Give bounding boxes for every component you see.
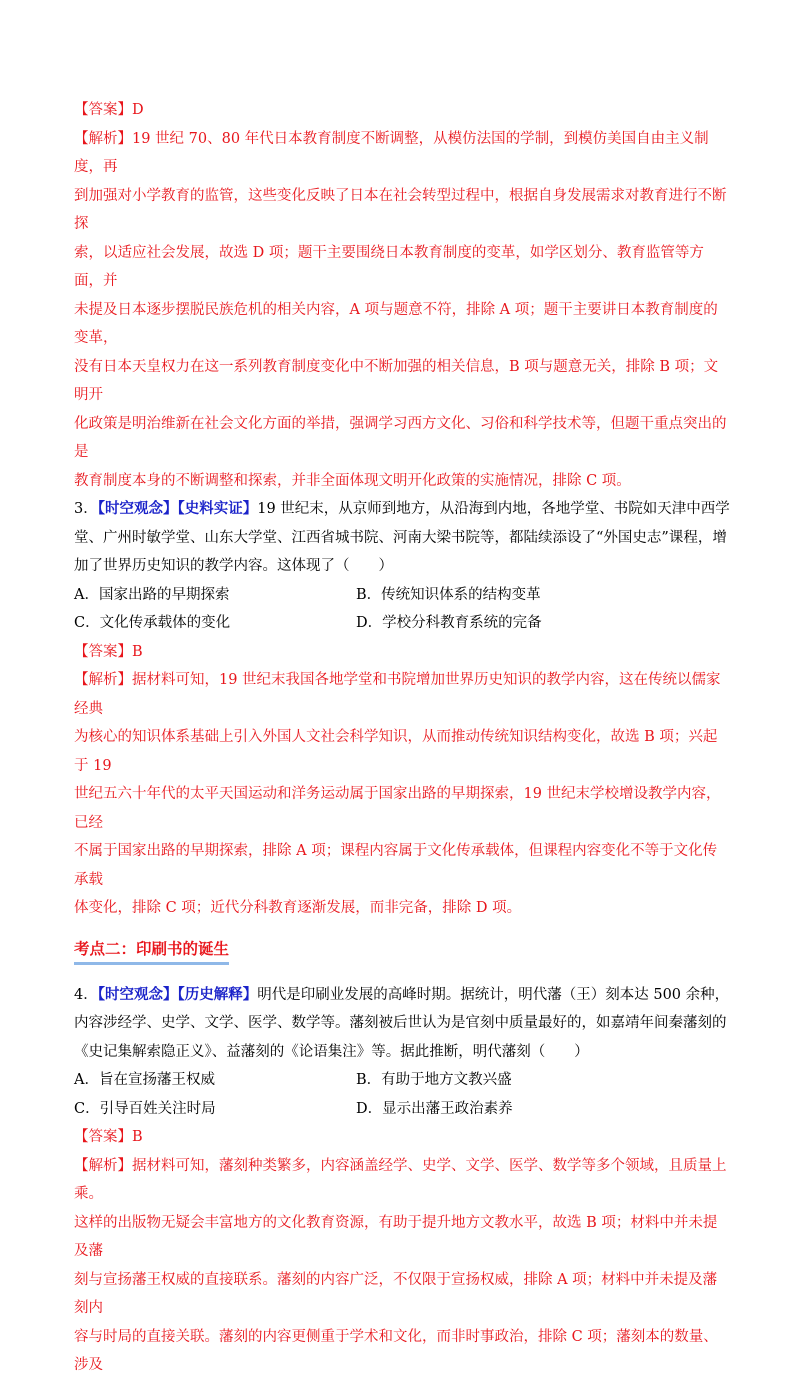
answer-tag: 【答案】: [74, 102, 132, 118]
analysis-line: 据材料可知，藩刻种类繁多，内容涵盖经学、史学、文学、医学、数学等多个领域，且质量上乘。: [74, 1157, 727, 1202]
analysis-line: 据材料可知，19 世纪末我国各地学堂和书院增加世界历史知识的教学内容，这在传统以儒家经典: [74, 672, 721, 717]
q2-analysis: [74, 125, 730, 496]
q2-answer: [74, 96, 730, 125]
analysis-line: 世纪五六十年代的太平天国运动和洋务运动属于国家出路的早期探索，19 世纪末学校增设教学内容，已经: [74, 786, 721, 831]
analysis-tag: 【解析】: [74, 1157, 132, 1174]
analysis-line: 到加强对小学教育的监管，这些变化反映了日本在社会转型过程中，根据自身发展需求对教育进行不断探: [74, 187, 727, 232]
analysis-line: 这样的出版物无疑会丰富地方的文化教育资源，有助于提升地方文教水平，故选 B 项；材料中并未提及藩: [74, 1214, 718, 1259]
option-b: B．传统知识体系的结构变革: [356, 586, 541, 603]
q4-options: [74, 1066, 730, 1123]
q3-answer: [74, 638, 730, 667]
analysis-line: 体变化，排除 C 项；近代分科教育逐渐发展，而非完备，排除 D 项。: [74, 900, 522, 916]
analysis-line: 刻与宣扬藩王权威的直接联系。藩刻的内容广泛，不仅限于宣扬权威，排除 A 项；材料中并未提及藩刻内: [74, 1271, 718, 1316]
analysis-line: 索，以适应社会发展，故选 D 项；题干主要围绕日本教育制度的变革，如学区划分、教育监管等方面，并: [74, 244, 704, 289]
analysis-line: 化政策是明治维新在社会文化方面的举措，强调学习西方文化、习俗和科学技术等，但题干重点突出的是: [74, 415, 727, 460]
option-d: D．显示出藩王政治素养: [356, 1100, 513, 1117]
q3-analysis: [74, 666, 730, 923]
stem-line: 加了世界历史知识的教学内容。这体现了（ ）: [74, 558, 393, 574]
answer-value: B: [132, 643, 143, 660]
tag-spacetime: 【时空观念】: [97, 500, 178, 517]
option-d: D．学校分科教育系统的完备: [356, 615, 542, 631]
q4-analysis: [74, 1152, 730, 1380]
stem-line: 堂、广州时敏学堂、山东大学堂、江西省城书院、河南大梁书院等，都陆续添设了“外国史志”课程，增: [74, 529, 727, 546]
analysis-line: 不属于国家出路的早期探索，排除 A 项；课程内容属于文化传承载体，但课程内容变化不等于文化传承载: [74, 843, 718, 888]
analysis-line: 没有日本天皇权力在这一系列教育制度变化中不断加强的相关信息，B 项与题意无关，排除 B 项；文明开: [74, 358, 719, 403]
option-c: C．文化传承载体的变化: [74, 615, 231, 631]
q3-stem: [74, 495, 730, 581]
answer-tag: 【答案】: [74, 1129, 132, 1145]
analysis-tag: 【解析】: [74, 672, 132, 688]
page-content: [74, 96, 730, 1380]
section-title: 考点二：印刷书的诞生: [74, 937, 229, 965]
q4-answer: [74, 1123, 730, 1152]
analysis-tag: 【解析】: [74, 130, 132, 147]
stem-line: 《史记集解索隐正义》、益藩刻的《论语集注》等。据此推断，明代藩刻（ ）: [74, 1043, 589, 1060]
tag-evidence: 【史料实证】: [177, 500, 258, 517]
stem-line: 明代是印刷业发展的高峰时期。据统计，明代藩（王）刻本达 500 余种，: [257, 986, 730, 1003]
question-number: 3．: [74, 501, 98, 517]
answer-value: B: [132, 1129, 143, 1145]
tag-interpretation: 【历史解释】: [177, 985, 258, 1003]
tag-spacetime: 【时空观念】: [97, 985, 178, 1003]
analysis-line: 教育制度本身的不断调整和探索，并非全面体现文明开化政策的实施情况，排除 C 项。: [74, 472, 631, 489]
option-c: C．引导百姓关注时局: [74, 1100, 216, 1117]
analysis-line: 未提及日本逐步摆脱民族危机的相关内容，A 项与题意不符，排除 A 项；题干主要讲日本教育制度的变革，: [74, 301, 718, 346]
option-a: A．旨在宣扬藩王权威: [74, 1072, 215, 1088]
answer-tag: 【答案】: [74, 643, 132, 660]
option-b: B．有助于地方文教兴盛: [356, 1072, 512, 1088]
q3-options: [74, 581, 730, 638]
analysis-line: 19 世纪 70、80 年代日本教育制度不断调整，从模仿法国的学制，到模仿美国自由主义制度，再: [74, 130, 709, 175]
stem-line: 19 世纪末，从京师到地方，从沿海到内地，各地学堂、书院如天津中西学: [257, 501, 730, 517]
stem-line: 内容涉经学、史学、文学、医学、数学等。藩刻被后世认为是官刻中质量最好的，如嘉靖年间秦藩刻的: [74, 1015, 727, 1031]
q4-stem: [74, 981, 730, 1067]
answer-value: D: [132, 102, 144, 118]
option-a: A．国家出路的早期探索: [74, 586, 230, 603]
analysis-line: 容与时局的直接关联。藩刻的内容更侧重于学术和文化，而非时事政治，排除 C 项；藩刻本的数量、涉及: [74, 1328, 718, 1373]
question-number: 4．: [74, 986, 98, 1003]
analysis-line: 为核心的知识体系基础上引入外国人文社会科学知识，从而推动传统知识结构变化，故选 B 项；兴起于 19: [74, 729, 718, 774]
